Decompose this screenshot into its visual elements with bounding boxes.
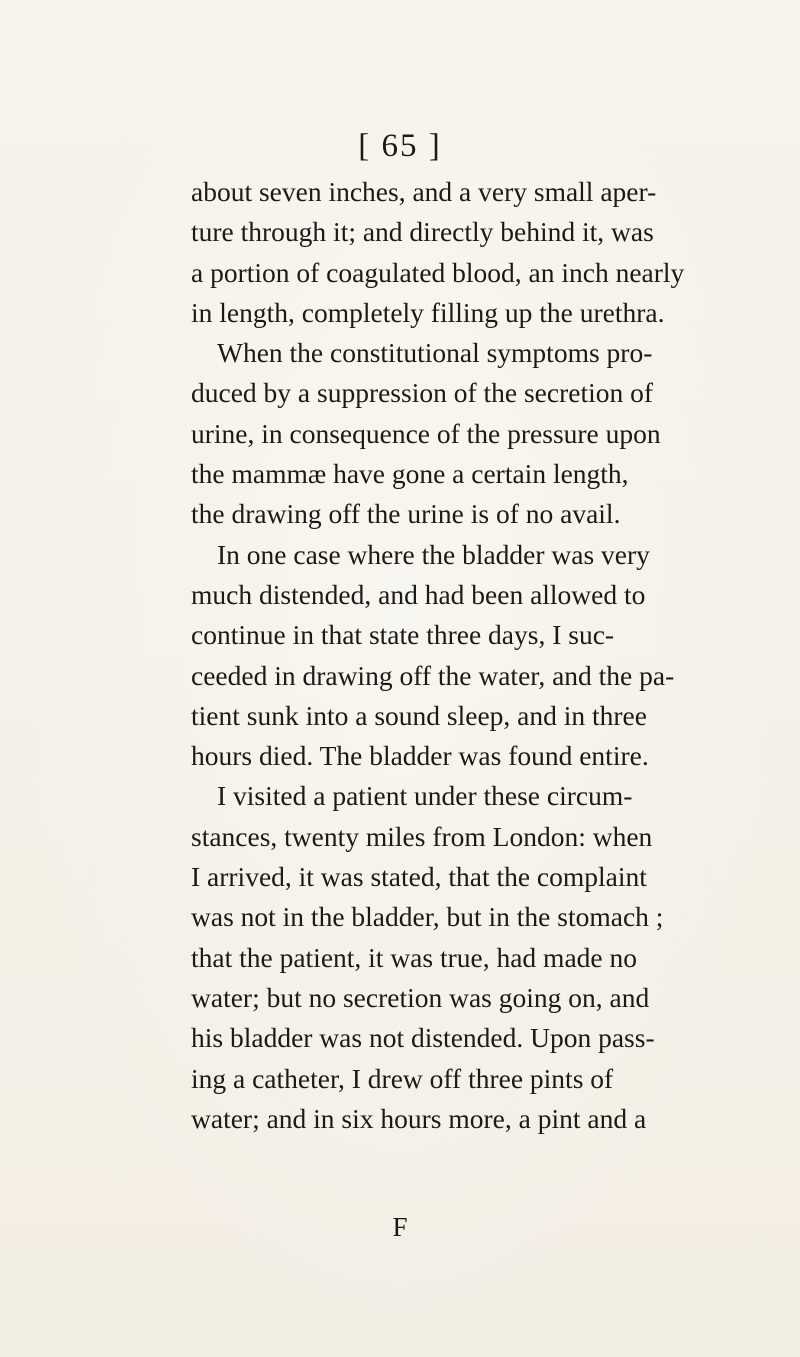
text-line: I arrived, it was stated, that the complaint bbox=[191, 861, 647, 893]
text-line: about seven inches, and a very small aper- bbox=[191, 176, 657, 207]
text-line: When the constitutional symptoms pro- bbox=[217, 337, 653, 369]
text-line: the drawing off the urine is of no avail. bbox=[191, 498, 621, 530]
text-line: was not in the bladder, but in the stomach ; bbox=[191, 901, 664, 933]
text-line: In one case where the bladder was very bbox=[217, 538, 650, 570]
text-line: a portion of coagulated blood, an inch nearly bbox=[191, 256, 685, 288]
text-line: that the patient, it was true, had made no bbox=[191, 941, 637, 973]
text-line: urine, in consequence of the pressure upon bbox=[191, 417, 661, 449]
text-line: ceeded in drawing off the water, and the pa- bbox=[191, 659, 675, 691]
text-line: I visited a patient under these circum- bbox=[217, 780, 633, 812]
body-text bbox=[191, 172, 685, 1139]
text-line: duced by a suppression of the secretion of bbox=[191, 377, 654, 409]
text-line: his bladder was not distended. Upon pass- bbox=[191, 1022, 655, 1054]
text-line: ture through it; and directly behind it, was bbox=[191, 216, 654, 248]
text-line: hours died. The bladder was found entire. bbox=[191, 740, 649, 772]
signature-mark: F bbox=[392, 1212, 408, 1242]
text-line: water; but no secretion was going on, and bbox=[191, 981, 650, 1013]
page-number: [ 65 ] bbox=[358, 128, 442, 164]
text-line: stances, twenty miles from London: when bbox=[191, 820, 653, 852]
text-line: water; and in six hours more, a pint and a bbox=[191, 1102, 647, 1134]
text-line: ing a catheter, I drew off three pints of bbox=[191, 1062, 614, 1094]
text-line: in length, completely filling up the urethra. bbox=[191, 296, 665, 328]
text-line: much distended, and had been allowed to bbox=[191, 578, 646, 610]
text-line: the mammæ have gone a certain length, bbox=[191, 458, 629, 490]
text-line: tient sunk into a sound sleep, and in three bbox=[191, 699, 647, 731]
text-line: continue in that state three days, I suc- bbox=[191, 619, 615, 651]
